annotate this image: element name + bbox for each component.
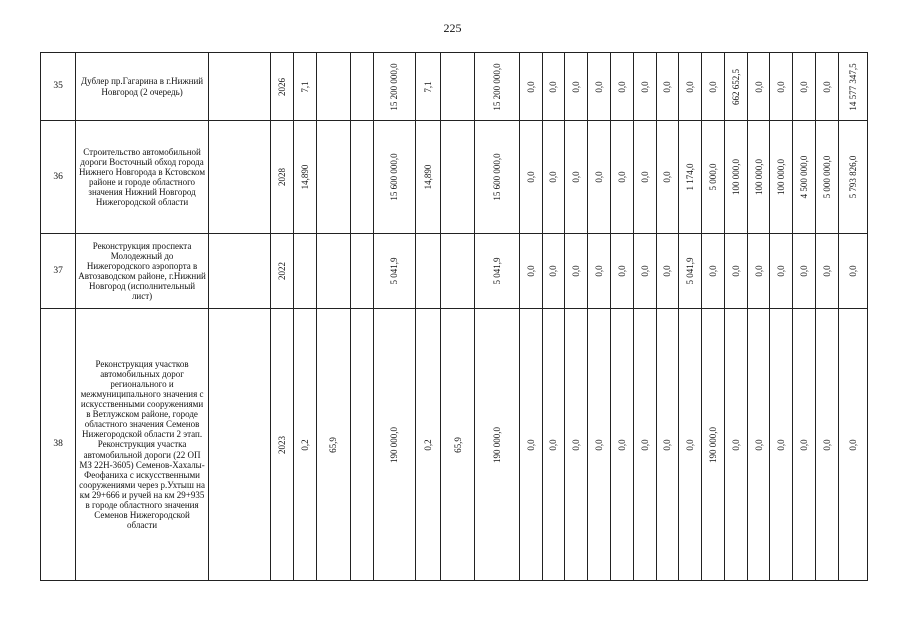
value-text: 0,2 xyxy=(422,438,433,451)
value-cell xyxy=(679,121,702,234)
value-cell xyxy=(838,309,867,581)
value-text: 4 500 000,0 xyxy=(799,155,810,199)
value-cell xyxy=(440,309,474,581)
value-text: 0,0 xyxy=(707,80,718,93)
value-cell xyxy=(588,121,611,234)
value-cell xyxy=(770,121,793,234)
value-text: 0,0 xyxy=(525,265,536,277)
value-cell xyxy=(633,53,656,121)
value-text: 7,1 xyxy=(299,80,310,93)
value-cell xyxy=(656,309,679,581)
value-cell xyxy=(416,121,441,234)
value-text: 14 577 347,5 xyxy=(847,62,858,111)
value-cell xyxy=(350,309,373,581)
value-cell xyxy=(633,309,656,581)
object-name: Дублер пр.Гагарина в г.Нижний Новгород (2 очередь) xyxy=(76,53,209,121)
value-cell xyxy=(565,121,588,234)
value-cell xyxy=(633,234,656,309)
value-cell xyxy=(610,234,633,309)
value-cell xyxy=(770,53,793,121)
value-cell xyxy=(588,234,611,309)
value-cell xyxy=(724,234,747,309)
value-cell xyxy=(747,121,770,234)
value-text: 0,0 xyxy=(616,80,627,93)
value-cell xyxy=(679,234,702,309)
value-cell xyxy=(542,234,565,309)
value-cell xyxy=(770,234,793,309)
value-cell xyxy=(679,53,702,121)
value-text: 0,0 xyxy=(571,265,582,277)
value-cell xyxy=(271,234,294,309)
value-cell xyxy=(416,53,441,121)
value-text: 15 600 000,0 xyxy=(389,153,400,201)
value-cell xyxy=(350,53,373,121)
value-text: 0,0 xyxy=(548,171,559,183)
row-number: 36 xyxy=(41,121,76,234)
value-cell xyxy=(416,234,441,309)
value-text: 0,0 xyxy=(753,265,764,277)
page-number: 225 xyxy=(443,21,462,35)
value-text: 0,0 xyxy=(571,438,582,451)
value-cell xyxy=(588,53,611,121)
value-text: 0,0 xyxy=(799,438,810,451)
value-text: 0,0 xyxy=(776,438,787,451)
value-text: 0,0 xyxy=(662,171,673,183)
row-number: 35 xyxy=(41,53,76,121)
value-text: 0,0 xyxy=(821,265,832,277)
value-cell xyxy=(747,234,770,309)
value-cell xyxy=(610,53,633,121)
value-text: 0,0 xyxy=(525,80,536,93)
value-text: 0,0 xyxy=(821,438,832,451)
value-cell xyxy=(633,121,656,234)
value-text: 0,0 xyxy=(593,171,604,183)
value-cell xyxy=(440,234,474,309)
value-cell xyxy=(208,234,270,309)
value-cell xyxy=(316,309,350,581)
value-text: 190 000,0 xyxy=(389,426,400,463)
value-cell xyxy=(208,121,270,234)
row-number: 38 xyxy=(41,309,76,581)
value-cell xyxy=(565,309,588,581)
object-name: Реконструкция проспекта Молодежный до Нижегородского аэропорта в Автозаводском районе, г.Нижний Новгород (исполнительный лист) xyxy=(76,234,209,309)
value-cell xyxy=(208,53,270,121)
value-text: 14,890 xyxy=(299,164,310,190)
value-text: 0,0 xyxy=(753,438,764,451)
data-table xyxy=(40,52,868,581)
value-text: 662 652,5 xyxy=(730,68,741,105)
value-cell xyxy=(416,309,441,581)
value-text: 0,0 xyxy=(548,438,559,451)
table-row xyxy=(41,234,868,309)
value-text: 0,0 xyxy=(662,80,673,93)
value-text: 0,0 xyxy=(571,80,582,93)
value-cell xyxy=(565,53,588,121)
value-text: 15 600 000,0 xyxy=(491,153,502,201)
value-text: 0,0 xyxy=(639,80,650,93)
value-cell xyxy=(542,53,565,121)
value-cell xyxy=(293,309,316,581)
value-cell xyxy=(724,53,747,121)
value-cell xyxy=(519,309,542,581)
value-text: 0,0 xyxy=(593,438,604,451)
value-text: 100 000,0 xyxy=(776,159,787,195)
table-row xyxy=(41,121,868,234)
value-text: 0,0 xyxy=(639,171,650,183)
value-text: 190 000,0 xyxy=(491,426,502,463)
value-cell xyxy=(793,234,816,309)
table-row xyxy=(41,309,868,581)
value-text: 0,0 xyxy=(616,171,627,183)
value-text: 0,0 xyxy=(847,265,858,277)
value-cell xyxy=(702,234,725,309)
value-text: 0,0 xyxy=(707,265,718,277)
value-cell xyxy=(656,53,679,121)
value-text: 0,0 xyxy=(616,438,627,451)
value-text: 0,0 xyxy=(571,171,582,183)
object-name: Строительство автомобильной дороги Восточный обход города Нижнего Новгорода в Кстовском районе и городе областного значения Нижний Новгород Нижегородской области xyxy=(76,121,209,234)
value-cell xyxy=(475,309,520,581)
value-cell xyxy=(702,53,725,121)
value-text: 0,0 xyxy=(847,438,858,451)
value-text: 0,0 xyxy=(525,171,536,183)
value-text: 0,0 xyxy=(730,265,741,277)
value-cell xyxy=(679,309,702,581)
value-text: 2023 xyxy=(276,435,287,454)
value-text: 0,0 xyxy=(639,438,650,451)
value-text: 15 200 000,0 xyxy=(491,62,502,111)
value-cell xyxy=(816,53,839,121)
value-cell xyxy=(793,309,816,581)
value-cell xyxy=(440,53,474,121)
value-text: 65,9 xyxy=(328,436,339,453)
value-cell xyxy=(793,121,816,234)
table-row xyxy=(41,53,868,121)
value-text: 0,0 xyxy=(662,438,673,451)
object-name: Реконструкция участков автомобильных дорог регионального и межмуниципального значения с искусственными сооружениями в Ветлужском районе, городе областного значения Семенов Нижегородской области 2 этап. Реконструкция участка автомобильной дороги (22 ОП МЗ 22Н-3605) Семенов-Хахалы-Феофаниха с искусственными сооружениями через р.Ухтыш на км 29+666 и ручей на км 29+935 в городе областного значения Семенов Нижегородской области xyxy=(76,309,209,581)
value-text: 0,0 xyxy=(799,265,810,277)
value-cell xyxy=(588,309,611,581)
value-cell xyxy=(293,121,316,234)
value-text: 0,0 xyxy=(616,265,627,277)
value-text: 0,0 xyxy=(593,80,604,93)
value-cell xyxy=(656,234,679,309)
value-cell xyxy=(440,121,474,234)
value-text: 0,0 xyxy=(799,80,810,93)
value-text: 2022 xyxy=(276,262,287,280)
value-text: 1 174,0 xyxy=(685,163,696,191)
row-number: 37 xyxy=(41,234,76,309)
value-cell xyxy=(770,309,793,581)
value-text: 5 000 000,0 xyxy=(821,155,832,199)
value-cell xyxy=(816,309,839,581)
value-text: 0,0 xyxy=(685,80,696,93)
value-text: 0,0 xyxy=(730,438,741,451)
value-cell xyxy=(724,309,747,581)
value-text: 0,0 xyxy=(662,265,673,277)
value-text: 100 000,0 xyxy=(730,159,741,195)
value-cell xyxy=(519,234,542,309)
value-cell xyxy=(816,121,839,234)
value-cell xyxy=(519,121,542,234)
value-cell xyxy=(475,234,520,309)
value-text: 0,0 xyxy=(548,265,559,277)
value-cell xyxy=(316,234,350,309)
value-cell xyxy=(610,121,633,234)
value-cell xyxy=(475,53,520,121)
value-cell xyxy=(271,53,294,121)
value-text: 5 041,9 xyxy=(389,257,400,285)
value-text: 0,0 xyxy=(753,80,764,93)
value-text: 190 000,0 xyxy=(707,426,718,463)
value-text: 5 041,9 xyxy=(491,257,502,285)
value-text: 0,0 xyxy=(639,265,650,277)
value-cell xyxy=(565,234,588,309)
value-cell xyxy=(350,121,373,234)
value-cell xyxy=(373,309,415,581)
value-cell xyxy=(271,309,294,581)
value-text: 5 041,9 xyxy=(685,257,696,285)
value-cell xyxy=(208,309,270,581)
value-cell xyxy=(656,121,679,234)
value-cell xyxy=(838,234,867,309)
value-cell xyxy=(747,53,770,121)
value-cell xyxy=(542,309,565,581)
value-cell xyxy=(702,309,725,581)
value-text: 0,0 xyxy=(593,265,604,277)
value-text: 5 000,0 xyxy=(707,163,718,191)
value-cell xyxy=(271,121,294,234)
value-text: 100 000,0 xyxy=(753,159,764,195)
value-cell xyxy=(373,121,415,234)
value-cell xyxy=(838,53,867,121)
value-text: 2026 xyxy=(276,77,287,96)
value-cell xyxy=(838,121,867,234)
value-text: 14,890 xyxy=(422,164,433,190)
value-text: 15 200 000,0 xyxy=(389,62,400,111)
value-cell xyxy=(373,234,415,309)
value-text: 0,0 xyxy=(776,265,787,277)
value-text: 2028 xyxy=(276,168,287,186)
value-text: 0,2 xyxy=(299,438,310,451)
value-text: 0,0 xyxy=(685,438,696,451)
value-cell xyxy=(610,309,633,581)
value-cell xyxy=(702,121,725,234)
value-cell xyxy=(724,121,747,234)
value-cell xyxy=(519,53,542,121)
value-cell xyxy=(293,234,316,309)
value-text: 0,0 xyxy=(525,438,536,451)
value-cell xyxy=(373,53,415,121)
value-cell xyxy=(747,309,770,581)
value-text: 0,0 xyxy=(776,80,787,93)
value-cell xyxy=(542,121,565,234)
value-cell xyxy=(316,121,350,234)
value-cell xyxy=(816,234,839,309)
value-text: 0,0 xyxy=(821,80,832,93)
value-cell xyxy=(475,121,520,234)
value-text: 65,9 xyxy=(452,436,463,453)
value-text: 5 793 826,0 xyxy=(847,155,858,199)
value-text: 0,0 xyxy=(548,80,559,93)
value-cell xyxy=(293,53,316,121)
value-cell xyxy=(316,53,350,121)
value-cell xyxy=(793,53,816,121)
value-text: 7,1 xyxy=(422,80,433,93)
value-cell xyxy=(350,234,373,309)
